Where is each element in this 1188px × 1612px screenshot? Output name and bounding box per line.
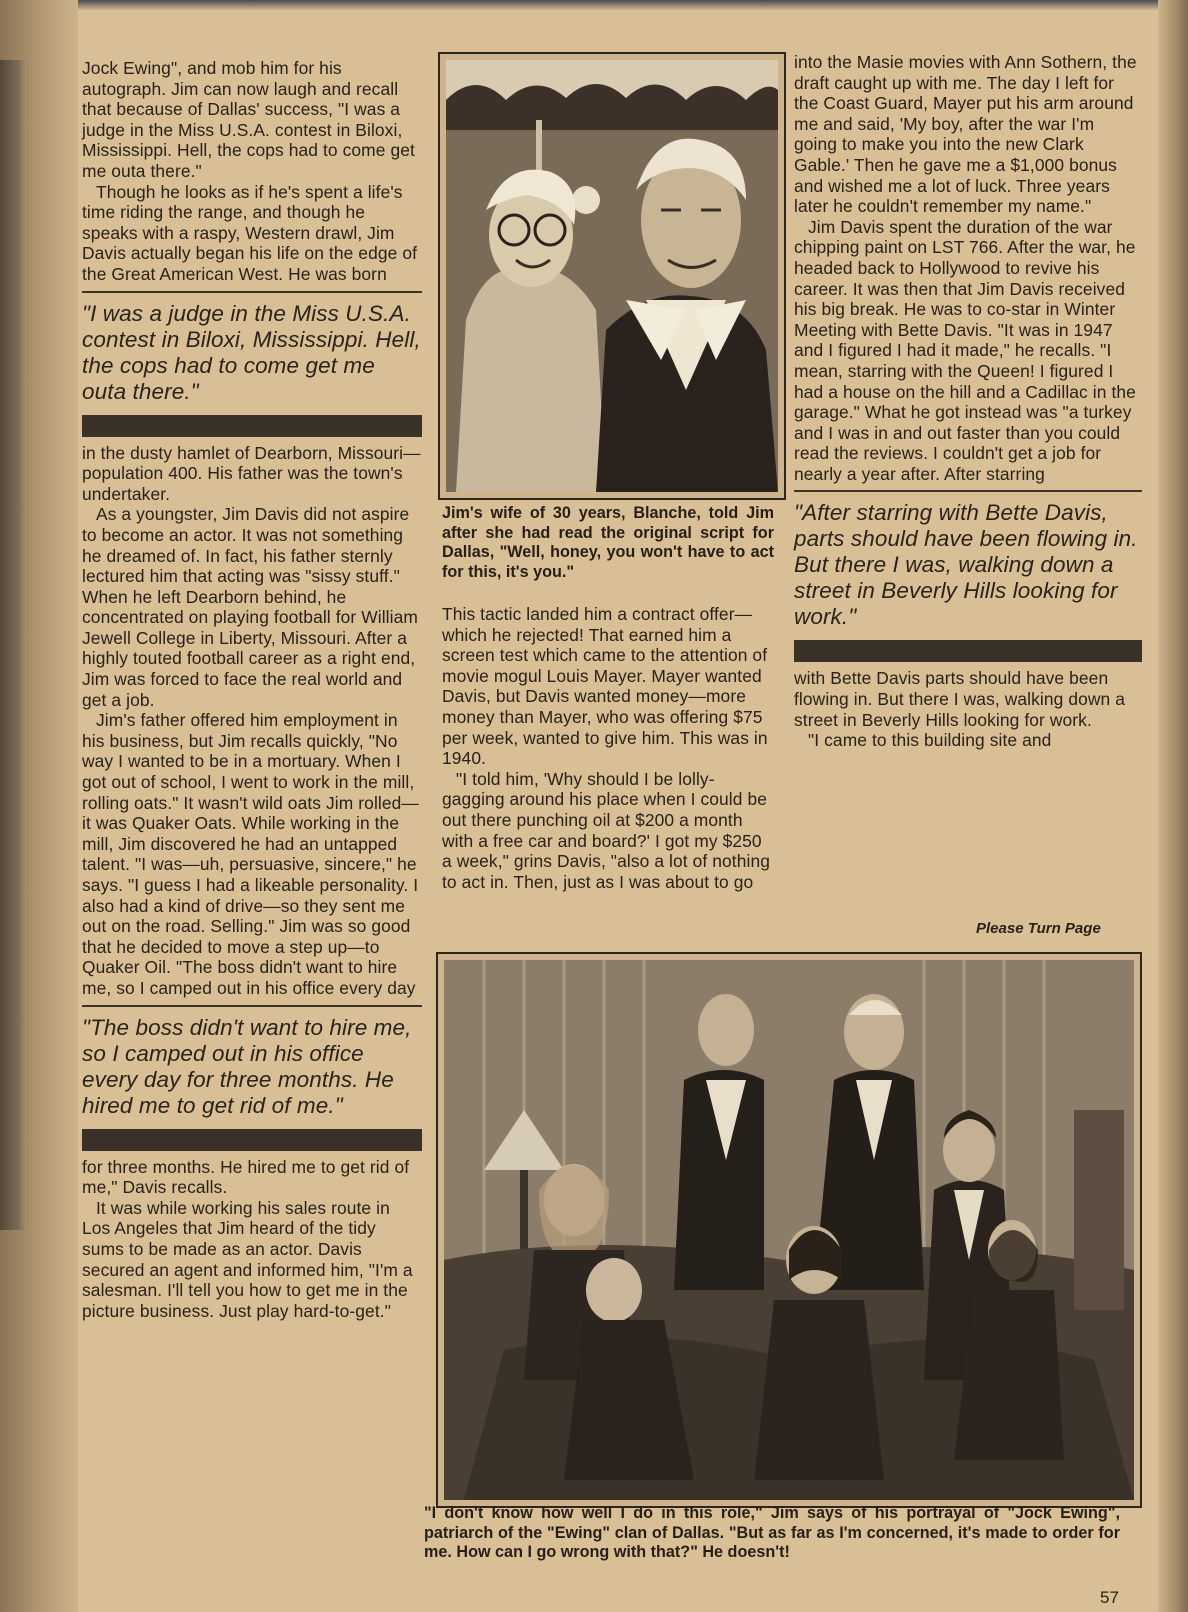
- col3-paragraph: with Bette Davis parts should have been flowing in. But there I was, walking down a street in Beverly Hills looking for work.: [794, 668, 1126, 730]
- divider: [82, 291, 422, 293]
- col3-paragraph: "I came to this building site and: [808, 730, 1052, 751]
- col1-paragraph: As a youngster, Jim Davis did not aspire to become an actor. It was not something he dreamed of. In fact, his father sternly lectured him that acting was "sissy stuff." When he left Dearborn behind, he concentrated on playing football for William Jewell College in Liberty, Missouri. After a highly touted football career as a right end, Jim was forced to face the real world and get a job.: [82, 504, 418, 710]
- photo-caption-couple: Jim's wife of 30 years, Blanche, told Jim after she had read the original script for Dallas, "Well, honey, you won't have to act for this, it's you.": [442, 504, 774, 581]
- pull-quote-bar: [82, 415, 422, 437]
- col2-paragraph: "I told him, 'Why should I be lolly-gagging around his place when I could be out there punching oil at $200 a month with a free car and board?' I got my $250 a week," grins Davis, "also a lot of nothing to act in. Then, just as I was about to go: [442, 768, 771, 892]
- divider: [794, 490, 1142, 492]
- col3-paragraph: Jim Davis spent the duration of the war chipping paint on LST 766. After the war, he headed back to Hollywood to revive his career. It was then that Jim Davis received his big break. He was to co-star in Winter Meeting with Bette Davis. "It was in 1947 and I figured I had it made," he recalls. "I mean, starring with the Queen! I figured I had a house on the hill and a Cadillac in the garage." What he got instead was "a turkey and I was in and out faster than you could read the reviews. I couldn't get a job for nearly a year after. After starring: [794, 216, 1136, 484]
- continued-label: Please Turn Page: [976, 920, 1101, 937]
- col1-paragraph: Though he looks as if he's spent a life's time riding the range, and though he speaks with a raspy, Western drawl, Jim Davis actually began his life on the edge of the Great American West. He was born: [82, 181, 418, 284]
- col3-paragraph: into the Masie movies with Ann Sothern, the draft caught up with me. The day I left for the Coast Guard, Mayer put his arm around me and said, 'My boy, after the war I'm going to make you into the new Clark Gable.' Then he gave me a $1,000 bonus and wished me a lot of luck. Three years later he couldn't remember my name.": [794, 52, 1137, 217]
- col1-paragraph: Jim's father offered him employment in his business, but Jim recalls quickly, "No way I wanted to be in a mortuary. When I got out of school, I went to work in the mill, rolling oats." It wasn't wild oats Jim rolled—it was Quaker Oats. While working in the mill, Jim discovered he had an untapped talent. "I was—uh, persuasive, sincere," he says. "I guess I had a likeable personality. I also had a kind of drive—so they sent me out on the road. Selling." Jim was so good that he decided to move a step up—to Quaker Oil. "The boss didn't want to hire me, so I camped out in his office every day: [82, 710, 419, 998]
- page-spine-edge: [1158, 0, 1188, 1612]
- column-1: [82, 58, 422, 1321]
- pull-quote-bar: [82, 1129, 422, 1151]
- col1-paragraph: Jock Ewing", and mob him for his autograph. Jim can now laugh and recall that because of Dallas' success, "I was a judge in the Miss U.S.A. contest in Biloxi, Mississippi. Hell, the cops had to come get me outa there.": [82, 58, 415, 181]
- pull-quote-1: "I was a judge in the Miss U.S.A. contest in Biloxi, Mississippi. Hell, the cops had to come get me outa there.": [82, 300, 421, 404]
- facing-page-gutter: [0, 0, 78, 1612]
- col1-paragraph: It was while working his sales route in Los Angeles that Jim heard of the tidy sums to be made as an actor. Davis secured an agent and informed him, "I'm a salesman. I'll tell you how to get me in the picture business. Just play hard-to-get.": [82, 1197, 413, 1321]
- pull-quote-bar: [794, 640, 1142, 662]
- col2-paragraph: This tactic landed him a contract offer—which he rejected! That earned him a screen test which came to the attention of movie mogul Louis Mayer. Mayer wanted Davis, but Davis wanted money—more money than Mayer, who was offering $75 per week, wanted to give him. This was in 1940.: [442, 604, 768, 769]
- col1-paragraph: in the dusty hamlet of Dearborn, Missouri—population 400. His father was the town's undertaker.: [82, 442, 421, 504]
- column-3: [794, 52, 1142, 751]
- photo-caption-group: "I don't know how well I do in this role," Jim says of his portrayal of "Jock Ewing", patriarch of the "Ewing" clan of Dallas. "But as far as I'm concerned, it's made to order for me. How can I go wrong with that?" He doesn't!: [424, 1504, 1120, 1562]
- pull-quote-3: "After starring with Bette Davis, parts should have been flowing in. But there I was, walking down a street in Beverly Hills looking for work.": [794, 500, 1138, 630]
- photo-ewing-family: [436, 952, 1142, 1508]
- pull-quote-2: "The boss didn't want to hire me, so I camped out in his office every day for three months. He hired me to get rid of me.": [82, 1014, 412, 1118]
- page-top-edge: [0, 0, 1188, 10]
- page-number: 57: [1100, 1588, 1119, 1607]
- facing-page-strip: [0, 60, 26, 1230]
- divider: [82, 1005, 422, 1007]
- photo-couple-image: [446, 60, 778, 492]
- col1-paragraph: for three months. He hired me to get rid of me," Davis recalls.: [82, 1156, 410, 1198]
- photo-group-image: [444, 960, 1134, 1500]
- column-2: [442, 604, 772, 892]
- photo-jim-and-blanche: [438, 52, 786, 500]
